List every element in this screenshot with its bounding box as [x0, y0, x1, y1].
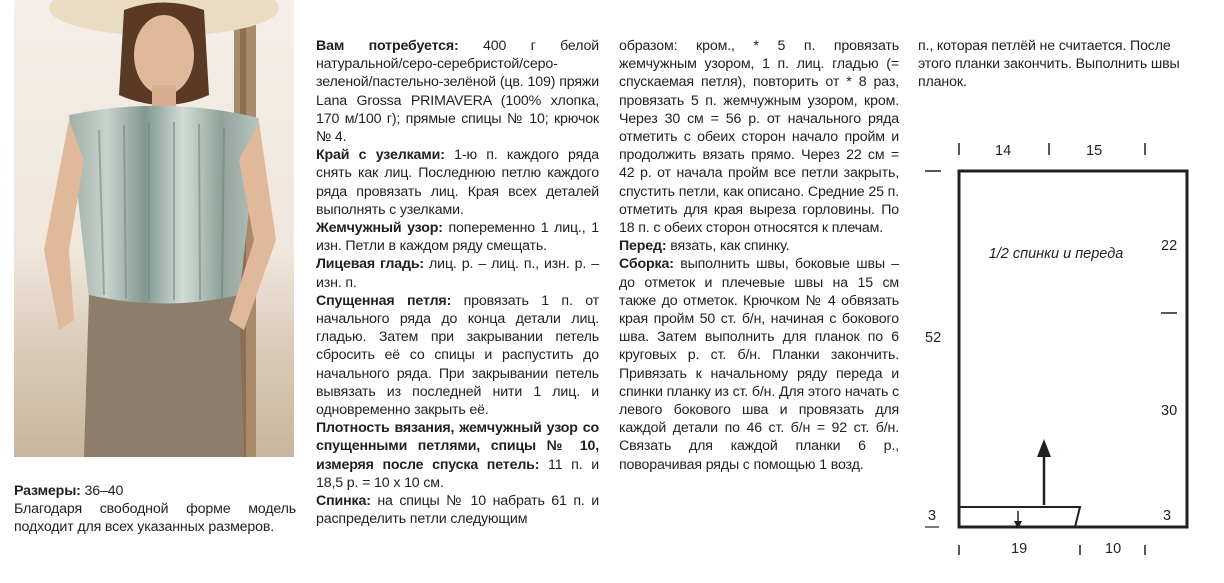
dim-band-right: 3 — [1163, 508, 1172, 524]
needs-text: 400 г белой натуральной/серо-серебристой/серо-зеленой/пастельно-зелёной (цв. 109) пряжи Lana Grossa PRIMAVERA (100% хлопка, 170 м/100 г); прямые спицы № 10; крючок № 4. — [316, 38, 600, 146]
dim-band-left: 3 — [928, 508, 937, 524]
sizes-value: 36–40 — [80, 483, 124, 499]
edge-text: 1-ю п. каждого ряда снять как лиц. Последнюю петлю каждого ряда провязать лиц. Края всех деталей выполнять с узелками. — [316, 147, 599, 218]
drop-stitch-text: провязать 1 п. от начального ряда до конца детали лиц. гладью. Затем при закрывании петель сбросить её со спицы и распустить до начального ряда. При закрывании петель вывязать из последней нити 1 лиц. и одновременно закрыть её. — [316, 292, 599, 419]
pearl-text: попеременно 1 лиц., 1 изн. Петли в каждом ряду смещать. — [316, 220, 599, 255]
dim-top-left: 14 — [995, 143, 1012, 159]
front-label: Перед: — [619, 238, 667, 255]
dim-right-lower: 30 — [1161, 403, 1178, 419]
assembly-text: выполнить швы, боковые швы – до отметок и плечевые швы на 15 см также до отметок. Крючком № 4 обвязать края пройм 50 ст. б/н, начиная с бокового шва. Затем выполнить для планок по 6 круговых р. ст. б/н. Планки закончить. Привязать к начальному ряду переда и спинки планку из ст. б/н. Для этого начать с левого бокового шва и провязать для каждой детали по 46 ст. б/н = 92 ст. б/н. Связать для каждой планки 6 р., поворачивая ряды с помощью 1 возд. — [619, 256, 899, 473]
pattern-schematic — [915, 135, 1205, 575]
dim-top-right: 15 — [1086, 143, 1103, 159]
diagram-caption: 1/2 спинки и переда — [988, 246, 1124, 262]
sizes-block — [14, 482, 296, 537]
stockinette-label: Лицевая гладь: — [316, 256, 424, 273]
drop-stitch-label: Спущенная петля: — [316, 292, 452, 309]
instructions-column-1 — [316, 37, 599, 528]
dim-bottom-left: 19 — [1011, 541, 1028, 557]
back-text: на спицы № 10 набрать 61 п. и распределить петли следующим — [316, 493, 599, 528]
back-label: Спинка: — [316, 493, 371, 510]
dim-left-total: 52 — [925, 330, 942, 346]
back-continued-text: образом: кром., * 5 п. провязать жемчужным узором, 1 п. лиц. гладью (= спускаемая петля), повторить от * 8 раз, провязать 5 п. жемчужным узором, кром. Через 30 см = 56 р. от начального ряда отметить с обеих сторон начало пройм и продолжить вязать прямо. Через 22 см = 42 р. от начала пройм все петли закрыть, спустить петли, как описано. Средние 25 п. отметить для края выреза горловины. По 18 п. с обеих сторон относятся к плечам. — [619, 38, 899, 237]
instructions-column-2 — [619, 37, 899, 474]
sizes-label: Размеры: — [14, 483, 81, 499]
front-text: вязать, как спинку. — [666, 238, 790, 255]
stockinette-text: лиц. р. – лиц. п., изн. р. – изн. п. — [316, 256, 599, 291]
assembly-continued-text: п., которая петлёй не считается. После этого планки закончить. Выполнить швы планок. — [918, 38, 1180, 91]
gauge-text: 11 п. и 18,5 р. = 10 х 10 см. — [316, 456, 599, 491]
assembly-label: Сборка: — [619, 256, 674, 273]
model-photo — [14, 0, 294, 457]
needs-label: Вам потребуется: — [316, 38, 459, 54]
instructions-column-3 — [918, 37, 1200, 92]
dim-bottom-right: 10 — [1105, 541, 1122, 557]
dim-right-upper: 22 — [1161, 238, 1178, 254]
sizes-text: Благодаря свободной форме модель подходит для всех указанных размеров. — [14, 501, 296, 536]
edge-label: Край с узелками: — [316, 147, 445, 164]
gauge-label: Плотность вязания, жемчужный узор со спущенными петлями, спицы № 10, измеряя после спуска петель: — [316, 420, 599, 473]
pearl-label: Жемчужный узор: — [316, 220, 443, 237]
